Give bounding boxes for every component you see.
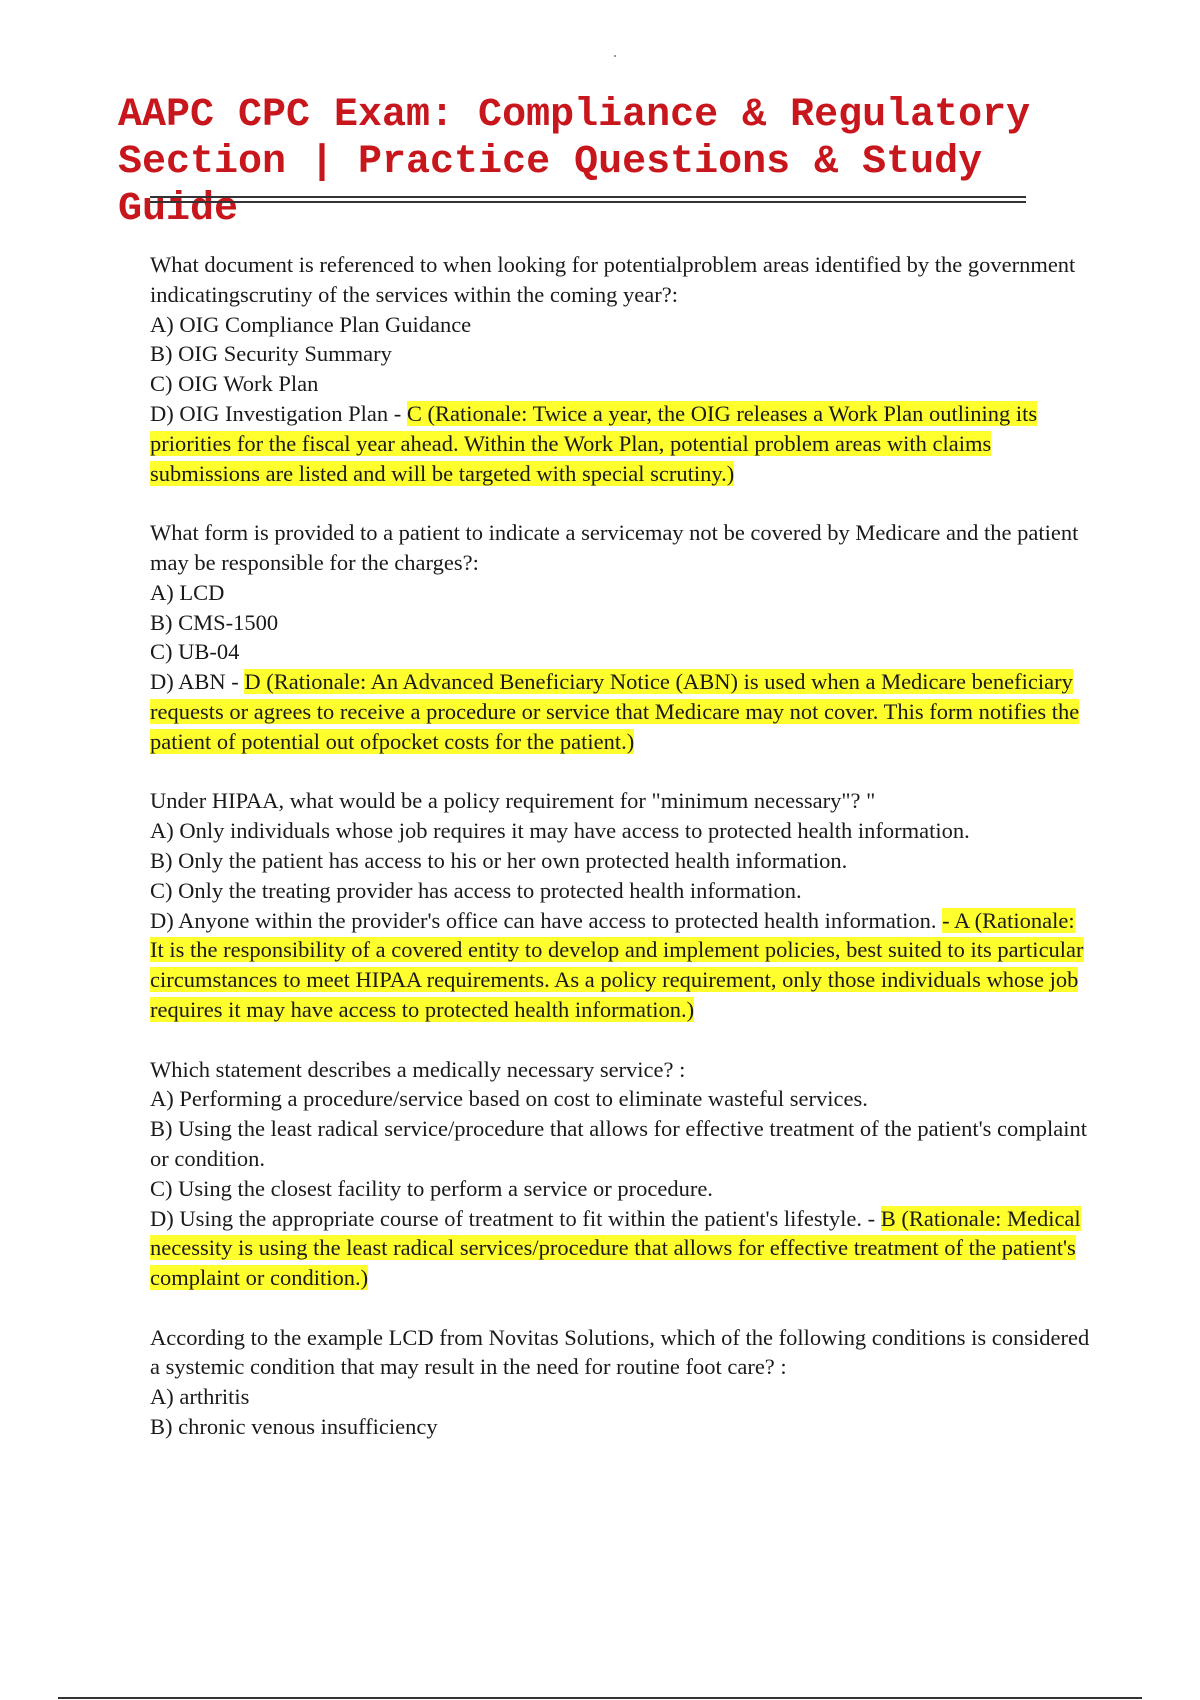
question-text: According to the example LCD from Novitas Solutions, which of the following conditions is considered a systemic condition that may result in the need for routine foot care? : bbox=[150, 1324, 1090, 1380]
answer-rationale-highlight: D (Rationale: An Advanced Beneficiary Notice (ABN) is used when a Medicare beneficiary requests or agrees to receive a procedure or service that Medicare may not cover. This form notifies the patient of potential out ofpocket costs for the patient.) bbox=[150, 669, 1080, 754]
question-text: Under HIPAA, what would be a policy requirement for "minimum necessary"? " bbox=[150, 788, 876, 814]
option-d: D) Using the appropriate course of treatment to fit within the patient's lifestyle. - bbox=[150, 1205, 881, 1231]
answer-rationale-highlight: C (Rationale: Twice a year, the OIG releases a Work Plan outlining its priorities for the fiscal year ahead. Within the Work Plan, potential problem areas with claims submissions are listed and will be targeted with special scrutiny.) bbox=[150, 400, 1038, 486]
question-block bbox=[150, 1323, 1090, 1442]
option-b: B) OIG Security Summary bbox=[150, 341, 392, 367]
option-d: D) ABN - bbox=[150, 669, 245, 695]
question-block bbox=[150, 250, 1090, 488]
question-block bbox=[150, 1055, 1090, 1293]
page-title: AAPC CPC Exam: Compliance & Regulatory Section | Practice Questions & Study Guide bbox=[118, 93, 1031, 232]
question-block bbox=[150, 786, 1090, 1024]
option-b: B) CMS-1500 bbox=[150, 609, 279, 635]
option-c: C) OIG Work Plan bbox=[150, 371, 319, 397]
option-a: A) LCD bbox=[150, 579, 225, 605]
option-b: B) Only the patient has access to his or her own protected health information. bbox=[150, 847, 848, 873]
option-a: A) OIG Compliance Plan Guidance bbox=[150, 311, 472, 337]
option-b: B) chronic venous insufficiency bbox=[150, 1414, 438, 1440]
option-b: B) Using the least radical service/procedure that allows for effective treatment of the patient's complaint or condition. bbox=[150, 1116, 1088, 1171]
option-d: D) OIG Investigation Plan - bbox=[150, 400, 407, 426]
question-block bbox=[150, 518, 1090, 756]
option-c: C) UB-04 bbox=[150, 639, 240, 665]
question-list bbox=[150, 250, 1090, 1472]
option-a: A) Performing a procedure/service based on cost to eliminate wasteful services. bbox=[150, 1086, 868, 1112]
option-d: D) Anyone within the provider's office can have access to protected health information. bbox=[150, 907, 943, 933]
page-footer-divider bbox=[58, 1697, 1142, 1699]
title-divider bbox=[150, 196, 1026, 203]
option-c: C) Only the treating provider has access to protected health information. bbox=[150, 877, 802, 903]
answer-rationale-highlight: - A (Rationale: It is the responsibility of a covered entity to develop and implement policies, best suited to its particular circumstances to meet HIPAA requirements. As a policy requirement, only those individuals whose job requires it may have access to protected health information.) bbox=[150, 907, 1084, 1022]
option-a: A) Only individuals whose job requires it may have access to protected health information. bbox=[150, 818, 970, 844]
question-text: What document is referenced to when looking for potentialproblem areas identified by the government indicatingscrutiny of the services within the coming year?: bbox=[150, 252, 1076, 307]
question-text: What form is provided to a patient to indicate a servicemay not be covered by Medicare and the patient may be responsible for the charges?: bbox=[150, 520, 1079, 575]
answer-rationale-highlight: B (Rationale: Medical necessity is using the least radical services/procedure that allows for effective treatment of the patient's complaint or condition.) bbox=[150, 1205, 1081, 1291]
option-a: A) arthritis bbox=[150, 1384, 250, 1410]
option-c: C) Using the closest facility to perform a service or procedure. bbox=[150, 1175, 713, 1201]
question-text: Which statement describes a medically necessary service? : bbox=[150, 1056, 686, 1082]
scan-speck bbox=[614, 55, 616, 57]
